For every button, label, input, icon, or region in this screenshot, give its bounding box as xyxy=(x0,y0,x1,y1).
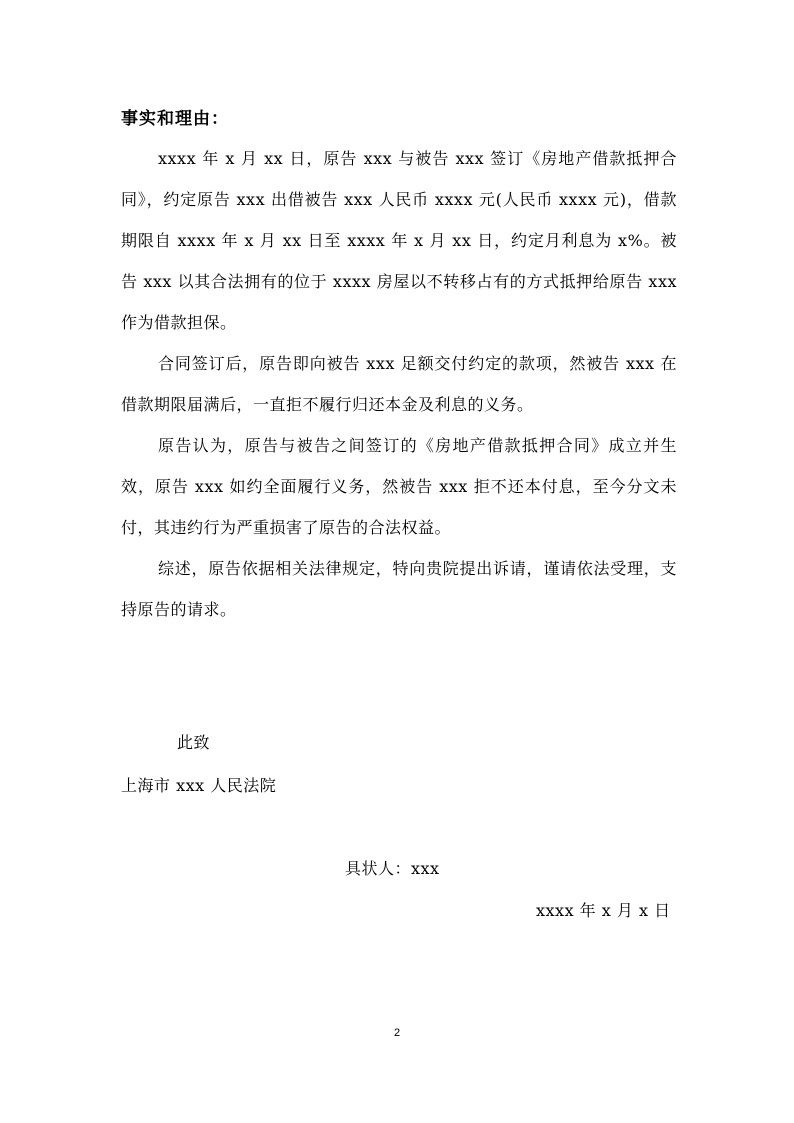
paragraph-claim: 原告认为，原告与被告之间签订的《房地产借款抵押合同》成立并生效，原告 xxx 如约全面履行义务，然被告 xxx 拒不还本付息，至今分文未付，其违约行为严重损害了原告的合法权益。 xyxy=(121,436,677,537)
page-number: 2 xyxy=(393,1027,401,1039)
paragraph-request: 综述，原告依据相关法律规定，特向贵院提出诉请，谨请依法受理，支持原告的请求。 xyxy=(121,559,677,619)
plaintiff-signature: 具状人：xxx xyxy=(345,859,440,878)
filing-date: xxxx 年 x 月 x 日 xyxy=(536,901,671,920)
paragraph-default: 合同签订后，原告即向被告 xxx 足额交付约定的款项，然被告 xxx 在借款期限届满后，一直拒不履行归还本金及利息的义务。 xyxy=(121,354,677,414)
body-paragraphs xyxy=(121,138,677,630)
section-heading: 事实和理由： xyxy=(121,109,229,129)
court-name: 上海市 xxx 人民法院 xyxy=(121,776,277,795)
paragraph-facts: xxxx 年 x 月 xx 日，原告 xxx 与被告 xxx 签订《房地产借款抵押合同》，约定原告 xxx 出借被告 xxx 人民币 xxxx 元(人民币 xxxx 元)，借款期限自 xxxx 年 x 月 xx 日至 xxxx 年 x 月 xx 日，约定月利息为 x%。被告 xxx 以其合法拥有的位于 xxxx 房屋以不转移占有的方式抵押给原告 xxx 作为借款担保。 xyxy=(121,149,677,332)
salutation: 此致 xyxy=(177,733,211,752)
